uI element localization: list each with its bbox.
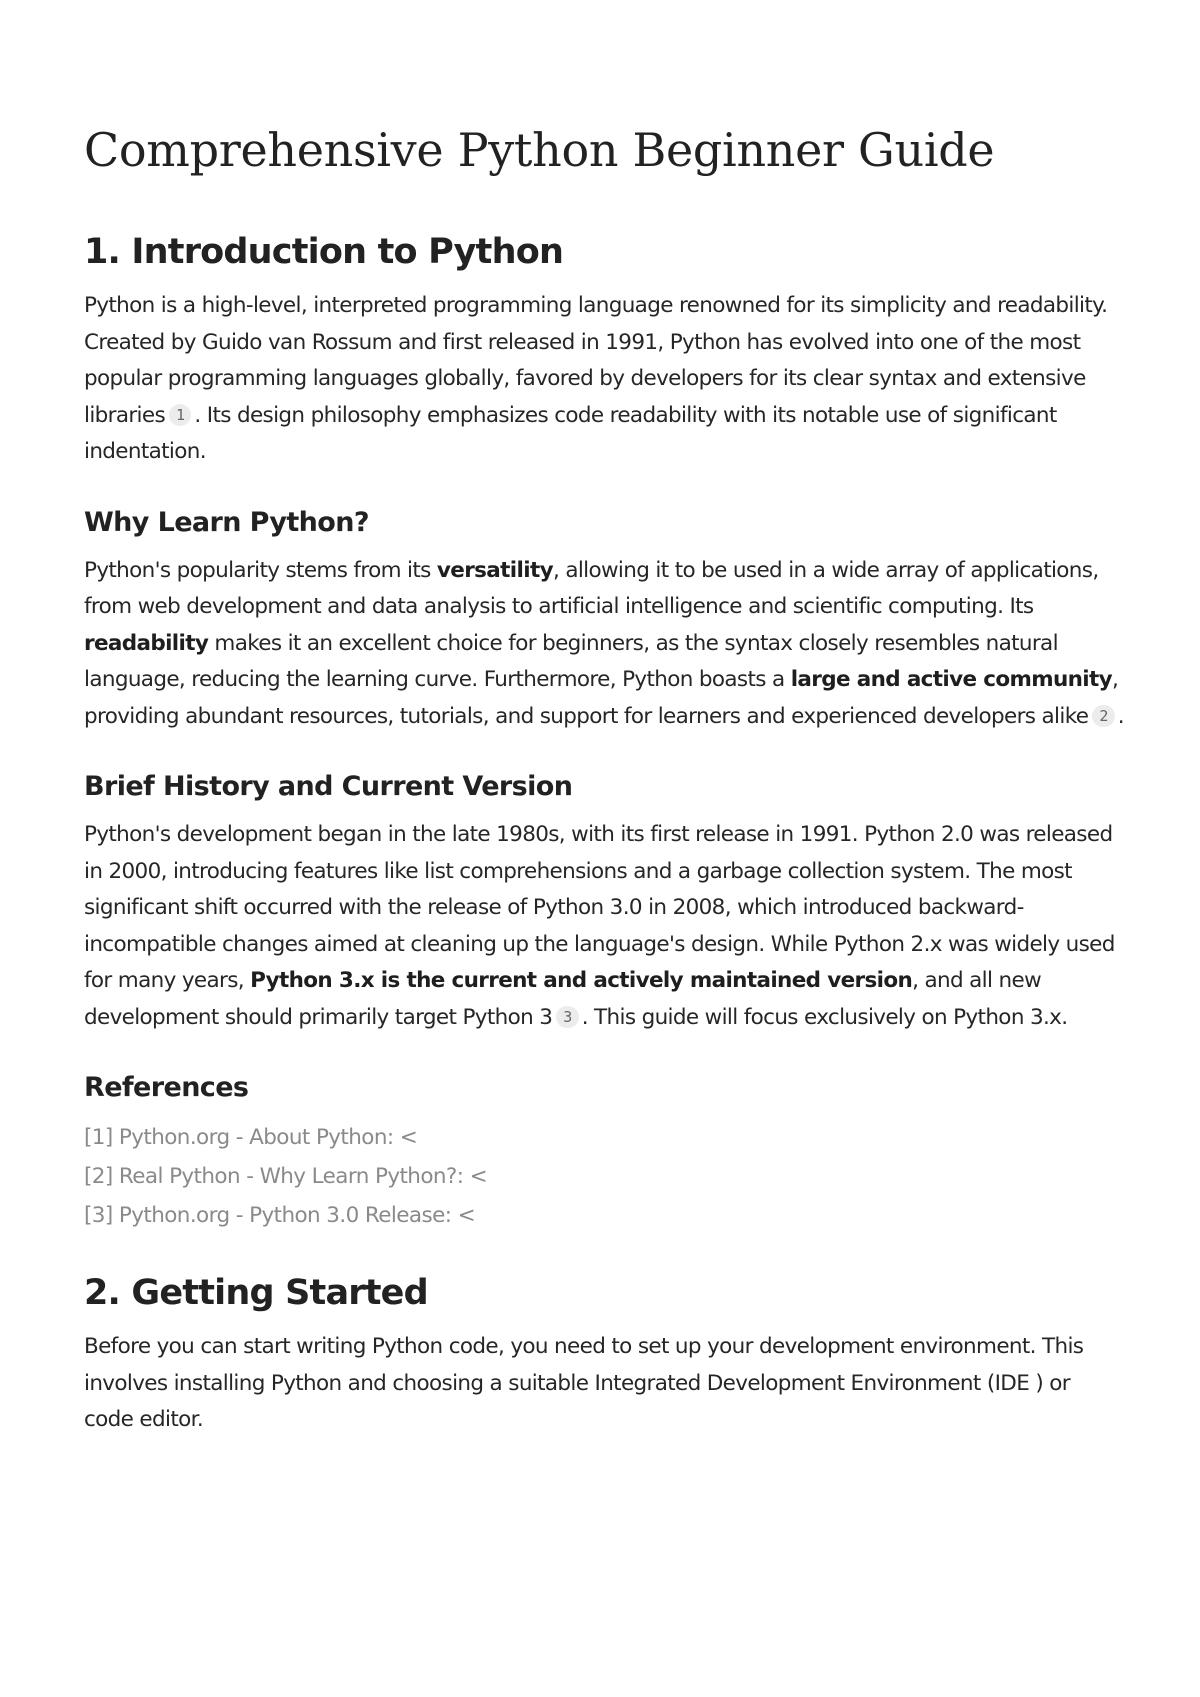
why-text-4: , providing abundant resources, tutorials, and support for learners and experienced developers alike — [84, 667, 1119, 729]
history-bold-current-version: Python 3.x is the current and actively maintained version — [250, 968, 913, 993]
reference-item-1[interactable]: [1] Python.org - About Python: < — [84, 1125, 418, 1150]
section-heading-getting-started: 2. Getting Started — [84, 1273, 428, 1313]
section-heading-introduction: 1. Introduction to Python — [84, 232, 564, 272]
history-text-3: . This guide will focus exclusively on Python 3.x. — [581, 1004, 1068, 1030]
why-text-1: Python's popularity stems from its — [84, 557, 437, 583]
document-title: Comprehensive Python Beginner Guide — [84, 123, 995, 177]
section-why-learn — [84, 505, 1124, 736]
citation-badge-1[interactable]: 1 — [169, 404, 191, 426]
history-text-1: Python's development began in the late 1980s, with its first release in 1991. Python 2.0 was released in 2000, introducing features like list comprehensions and a garbage collection system. The most significant shift occurred with the release of Python 3.0 in 2008, which introduced backward-incompatible changes aimed at cleaning up the language's design. While Python 2.x was widely used for many years, — [84, 822, 1115, 993]
section-references — [84, 1070, 1124, 1235]
subheading-references: References — [84, 1072, 249, 1103]
history-text-2: , and all new development should primarily target Python 3 — [84, 968, 1042, 1030]
why-paragraph — [84, 553, 1124, 736]
section-history — [84, 769, 1124, 1036]
citation-badge-2[interactable]: 2 — [1092, 705, 1114, 727]
section-getting-started — [84, 1271, 1124, 1439]
subheading-history: Brief History and Current Version — [84, 771, 573, 802]
intro-text-a: Python is a high-level, interpreted programming language renowned for its simplicity and readability. Created by Guido van Rossum and first released in 1991, Python has evolved into one of the most popular programming languages globally, favored by developers for its clear syntax and extensive libraries — [84, 293, 1108, 428]
why-bold-community: large and active community — [790, 667, 1112, 692]
document-page — [84, 96, 1124, 1473]
why-text-5: . — [1117, 703, 1124, 729]
references-list — [84, 1118, 1124, 1235]
getting-started-paragraph: Before you can start writing Python code, you need to set up your development environment. This involves installing Python and choosing a suitable Integrated Development Environment (IDE ) or code editor. — [84, 1334, 1084, 1432]
citation-badge-3[interactable]: 3 — [556, 1006, 578, 1028]
reference-item-2[interactable]: [2] Real Python - Why Learn Python?: < — [84, 1164, 488, 1189]
reference-item-3[interactable]: [3] Python.org - Python 3.0 Release: < — [84, 1203, 476, 1228]
why-text-3: makes it an excellent choice for beginners, as the syntax closely resembles natural language, reducing the learning curve. Furthermore, Python boasts a — [84, 630, 1058, 692]
why-text-2: , allowing it to be used in a wide array of applications, from web development and data analysis to artificial intelligence and scientific computing. Its — [84, 557, 1099, 619]
history-paragraph — [84, 817, 1124, 1036]
why-bold-readability: readability — [84, 630, 209, 656]
why-bold-versatility: versatility — [436, 557, 553, 583]
intro-paragraph — [84, 288, 1124, 471]
intro-text-b: . Its design philosophy emphasizes code readability with its notable use of significant indentation. — [84, 402, 1057, 464]
subheading-why-learn: Why Learn Python? — [84, 506, 369, 538]
section-introduction — [84, 230, 1124, 471]
